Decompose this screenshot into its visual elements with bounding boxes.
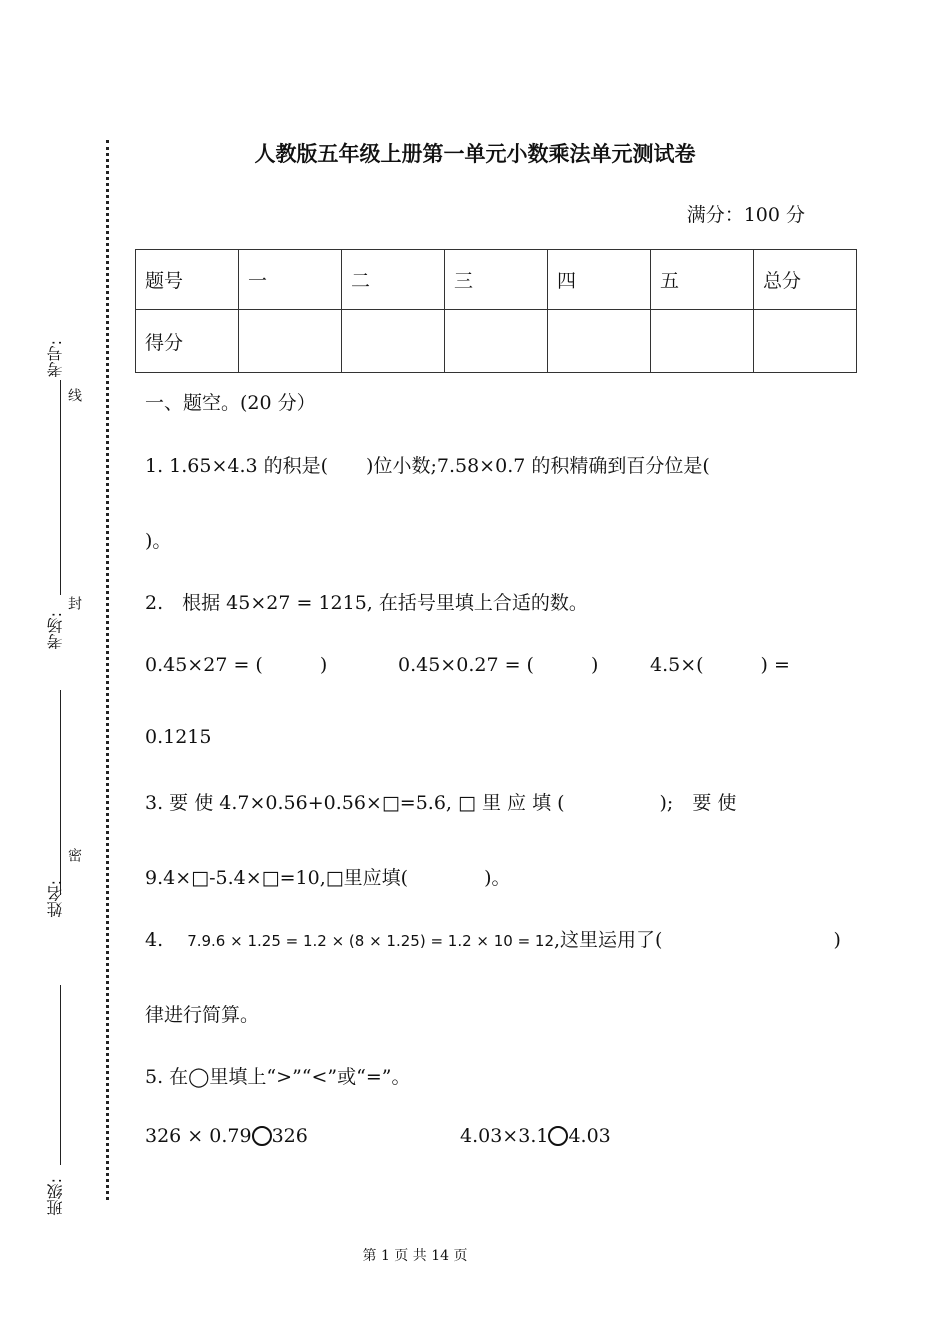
seal-word-line: 线: [66, 388, 82, 402]
question-2-expr-1: 0.45×27 = ( ): [145, 654, 328, 676]
expr-a-right: 326: [271, 1125, 308, 1147]
table-row: [136, 250, 857, 310]
name-rule: [60, 985, 61, 1165]
expr-a-left: 326 × 0.79: [145, 1125, 252, 1147]
score-input-cell[interactable]: [445, 310, 548, 373]
score-input-cell[interactable]: [342, 310, 445, 373]
exam-number-label: 考号:: [46, 340, 65, 378]
table-cell: 二: [342, 250, 445, 310]
compare-circle-icon[interactable]: [252, 1126, 272, 1146]
question-5-expr-a: [145, 1125, 308, 1147]
question-4-line-2: 律进行简算。: [145, 1004, 260, 1026]
table-cell: 得分: [136, 310, 239, 373]
seal-word-secret: 密: [66, 848, 82, 862]
table-cell: 总分: [754, 250, 857, 310]
score-input-cell[interactable]: [239, 310, 342, 373]
expr-b-left: 4.03×3.1: [460, 1125, 549, 1147]
question-3-line-1: 3. 要 使 4.7×0.56+0.56×□=5.6, □ 里 应 填 ( ); 要 使: [145, 792, 737, 814]
question-2-line-3: 0.1215: [145, 726, 212, 748]
table-row: [136, 310, 857, 373]
question-4-number: 4.: [145, 929, 164, 951]
binding-dotted-line: [106, 140, 109, 1200]
page-footer: 第 1 页 共 14 页: [362, 1248, 468, 1264]
table-cell: 一: [239, 250, 342, 310]
question-2-expr-2: 0.45×0.27 = ( ): [398, 654, 599, 676]
seal-word-seal: 封: [66, 596, 82, 610]
score-input-cell[interactable]: [651, 310, 754, 373]
score-input-cell[interactable]: [754, 310, 857, 373]
question-2-line-1: 2. 根据 45×27 = 1215, 在括号里填上合适的数。: [145, 592, 588, 614]
question-5-expr-b: [460, 1125, 611, 1147]
score-table: [135, 249, 857, 373]
expr-b-right: 4.03: [568, 1125, 611, 1147]
question-4-formula: 7.9.6 × 1.25 = 1.2 × (8 × 1.25) = 1.2 × 10 = 12: [187, 932, 555, 950]
question-5-line-1: 5. 在◯里填上“>”“<”或“=”。: [145, 1066, 411, 1088]
name-label: 姓名:: [46, 880, 65, 918]
score-input-cell[interactable]: [548, 310, 651, 373]
question-3-line-2: 9.4×□-5.4×□=10,□里应填( )。: [145, 867, 511, 889]
compare-circle-icon[interactable]: [548, 1126, 568, 1146]
table-cell: 三: [445, 250, 548, 310]
table-cell: 题号: [136, 250, 239, 310]
page-title: 人教版五年级上册第一单元小数乘法单元测试卷: [254, 142, 696, 166]
table-cell: 五: [651, 250, 754, 310]
exam-room-label: 考场:: [46, 612, 65, 650]
full-score: 满分：100 分: [686, 204, 805, 226]
table-cell: 四: [548, 250, 651, 310]
exam-number-rule: [60, 380, 61, 595]
question-2-expr-3: 4.5×( ) =: [650, 654, 790, 676]
question-1-line-2: )。: [145, 530, 172, 552]
class-label: 班级:: [46, 1178, 65, 1216]
question-1-line-1: 1. 1.65×4.3 的积是( )位小数;7.58×0.7 的积精确到百分位是(: [145, 455, 710, 477]
section-heading: 一、题空。(20 分）: [145, 392, 316, 414]
question-4-rest: ,这里运用了( ): [554, 929, 841, 951]
question-4-line-1: [145, 925, 841, 952]
exam-room-rule: [60, 690, 61, 895]
